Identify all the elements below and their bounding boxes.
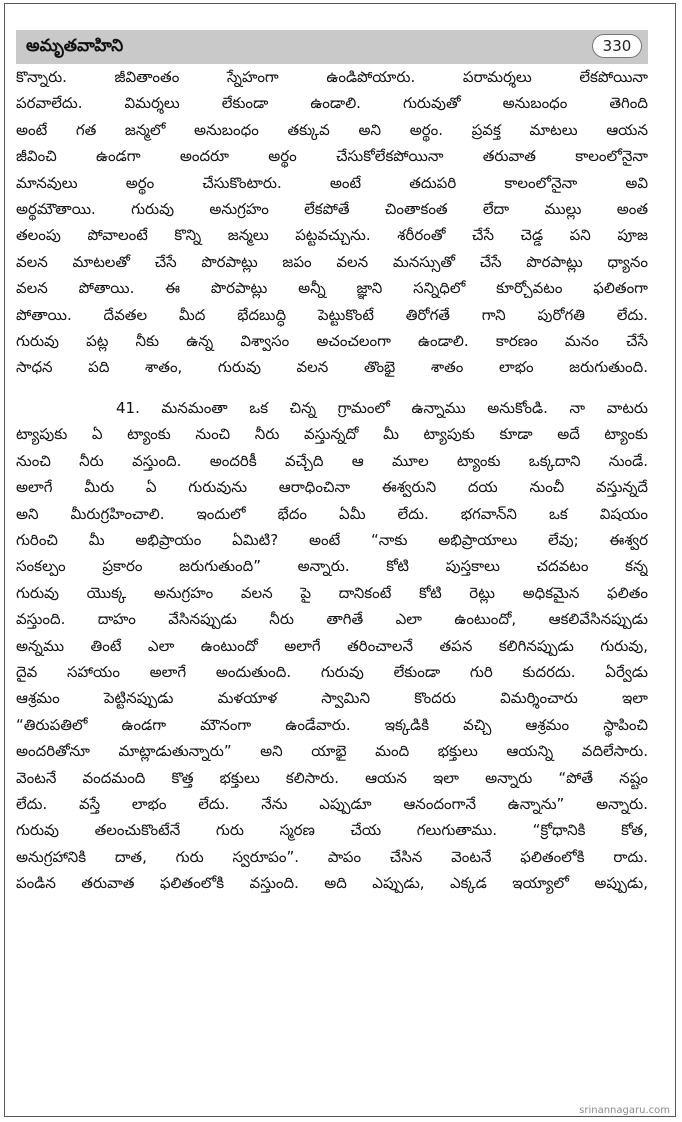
page-header (16, 30, 648, 64)
text-line: అనుగ్రహానికి దాత, గురు స్వరూపం”. పాపం చేసిన వెంటనే ఫలితంలోకి రాదు. (16, 847, 648, 866)
page-number: 330 (592, 34, 642, 58)
text-line: తలంపు పోవాలంటే కొన్ని జన్మలు పట్టవచ్చును. శరీరంతో చేసే చెడ్డ పని పూజ (16, 226, 648, 245)
paragraph (16, 64, 648, 381)
text-line: 41. మనమంతా ఒక చిన్న గ్రామంలో ఉన్నాము అనుకోండి. నా వాటరు (116, 398, 648, 417)
text-line: వలన మాటలతో చేసే పొరపాట్లు జపం వలన మనస్సుతో చేసే పొరపాట్లు ధ్యానం (16, 252, 648, 271)
book-title: అమృతవాహిని (26, 36, 124, 56)
text-line: నుంచి నీరు వస్తుంది. అందరికీ వచ్చేది ఆ మూల ట్యాంకు ఒక్కదాని నుండే. (16, 451, 648, 470)
text-line: వలన పోతాయి. ఈ పొరపాట్లు అన్నీ జ్ఞాని సన్నిధిలో కూర్చోవటం ఫలితంగా (16, 279, 648, 298)
text-line: అని మీరుగ్రహించాలి. ఇందులో భేదం ఏమీ లేదు. భగవాన్‌ని ఒక విషయం (16, 504, 648, 523)
text-line: ఆశ్రమం పెట్టినప్పుడు మళయాళ స్వామిని కొందరు విమర్శించారు ఇలా (16, 689, 648, 708)
text-line: “తిరుపతిలో ఉండగా మౌనంగా ఉండేవారు. ఇక్కడికి వచ్చి ఆశ్రమం స్థాపించి (16, 715, 648, 734)
text-line: పరవాలేదు. విమర్శలు లేకుండా ఉండాలి. గురువుతో అనుబంధం తెగింది (16, 94, 648, 113)
text-line: సంకల్పం ప్రకారం జరుగుతుంది” అన్నారు. కోటి పుస్తకాలు చదవటం కన్న (16, 557, 648, 576)
text-line: గురువు పట్ల నీకు ఉన్న విశ్వాసం అచంచలంగా ఉండాలి. కారణం మనం చేసే (16, 332, 648, 351)
text-line: పోతాయి. దేవతల మీద భేదబుద్ధి పెట్టుకొంటే తిరోగతే గాని పురోగతి లేదు. (16, 305, 648, 324)
text-line: అలాగే మీరు ఏ గురువును ఆరాధించినా ఈశ్వరుని దయ నుంచీ వస్తున్నదే (16, 478, 648, 497)
text-line: వెంటనే వందమంది కొత్త భక్తులు కలిసారు. ఆయన ఇలా అన్నారు “పోతే నష్టం (16, 768, 648, 787)
text-line: అంటే గత జన్మలో అనుబంధం తక్కువ అని అర్థం. ప్రవక్త మాటలు ఆయన (16, 120, 648, 139)
text-line: గురువు యొక్క అనుగ్రహం వలన పై దానికంటే కోటి రెట్లు అధికమైన ఫలితం (16, 583, 648, 602)
text-line: అన్నము తింటే ఎలా ఉంటుందో అలాగే తరించాలనే తపన కలిగినప్పుడు గురువు, (16, 636, 648, 655)
text-line: గురువు తలంచుకొంటేనే గురు స్మరణ చేయ గలుగుతాము. “క్రోధానికి కోత, (16, 821, 648, 840)
footer-watermark: srinannagaru.com (579, 1105, 670, 1116)
text-line: సాధన పది శాతం, గురువు వలన తొంభై శాతం లాభం జరుగుతుంది. (16, 358, 648, 377)
text-line: గురించి మీ అభిప్రాయం ఏమిటి? అంటే “నాకు అభిప్రాయాలు లేవు; ఈశ్వర (16, 530, 648, 549)
text-line: అర్థమౌతాయి. గురువు అనుగ్రహం లేకపోతే చింతాకంత లేదా ముల్లు అంత (16, 200, 648, 219)
text-line: ట్యాపుకు ఏ ట్యాంకు నుంచి నీరు వస్తున్నదో మీ ట్యాపుకు కూడా అదే ట్యాంకు (16, 425, 648, 444)
text-line: మానవులు అర్థం చేసుకొంటారు. అంటే తదుపరి కాలంలోనైనా అవి (16, 173, 648, 192)
text-line: కొన్నారు. జీవితాంతం స్నేహంగా ఉండిపోయారు. పరామర్శలు లేకపోయినా (16, 68, 648, 86)
body-text (16, 64, 648, 897)
text-line: వస్తుంది. దాహం వేసినప్పుడు నీరు తాగితే ఎలా ఉంటుందో, ఆకలివేసినప్పుడు (16, 610, 648, 629)
text-line: అందరితోనూ మాట్లాడుతున్నారు” అని యాభై మంది భక్తులు ఆయన్ని వదిలేసారు. (16, 742, 648, 761)
text-line: దైవ సహాయం అలాగే అందుతుంది. గురువు లేకుండా గురి కుదరదు. ఏర్వేడు (16, 662, 648, 681)
text-line: పండిన తరువాత ఫలితంలోకి వస్తుంది. అది ఎప్పుడు, ఎక్కడ ఇయ్యాలో అప్పుడు, (16, 874, 648, 893)
text-line: లేదు. వస్తే లాభం లేదు. నేను ఎప్పుడూ ఆనందంగానే ఉన్నాను” అన్నారు. (16, 794, 648, 813)
paragraph (16, 395, 648, 897)
text-line: జీవించి ఉండగా అందరూ అర్థం చేసుకోలేకపోయినా తరువాత కాలంలోనైనా (16, 147, 648, 166)
